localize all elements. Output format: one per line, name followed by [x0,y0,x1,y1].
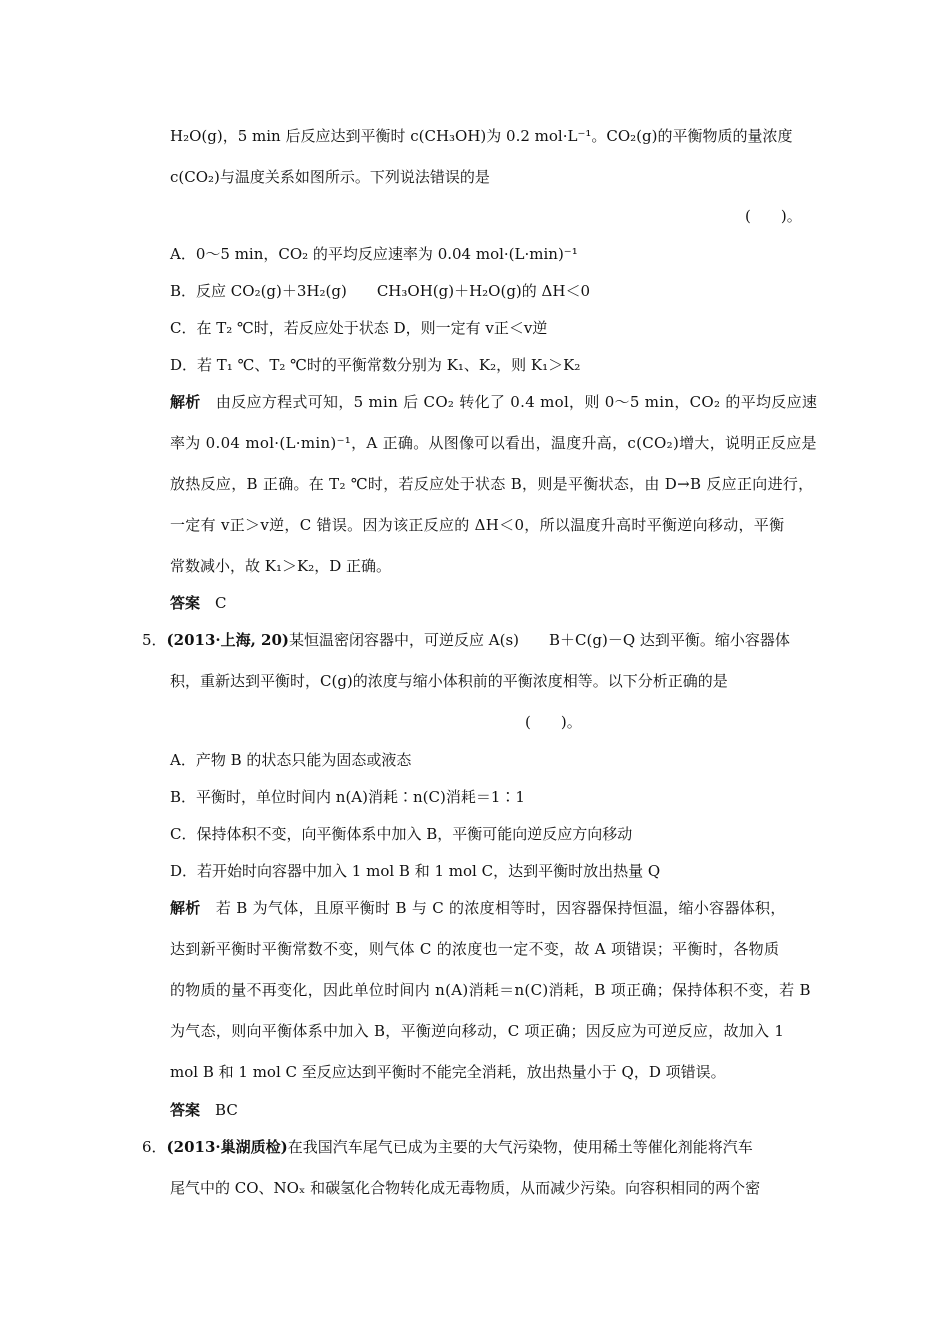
q6-number: 6． [142,1138,167,1156]
q4-analysis-line-4: 一定有 v正＞v逆，C 错误。因为该正反应的 ΔH＜0，所以温度升高时平衡逆向移动，平衡 [170,516,785,534]
q4-analysis-line-1 [170,391,817,413]
q4-analysis-line-5: 常数减小，故 K₁＞K₂，D 正确。 [170,557,392,575]
q5-answer-label: 答案 [170,1101,201,1119]
q5-answer-value: BC [215,1101,238,1119]
q4-option-c: C．在 T₂ ℃时，若反应处于状态 D，则一定有 v正＜v逆 [170,319,548,337]
q6-source: (2013·巢湖质检) [166,1138,288,1156]
q5-option-d: D．若开始时向容器中加入 1 mol B 和 1 mol C，达到平衡时放出热量 Q [170,862,661,880]
q5-stem-line-2: 积，重新达到平衡时，C(g)的浓度与缩小体积前的平衡浓度相等。以下分析正确的是 [170,672,728,690]
q4-analysis-line-3: 放热反应，B 正确。在 T₂ ℃时，若反应处于状态 B，则是平衡状态，由 D→B 反应正向进行， [170,475,814,493]
q4-answer-label: 答案 [170,594,201,612]
q4-answer-bracket: ( )。 [745,207,802,225]
q6-stem-line-2: 尾气中的 CO、NOₓ 和碳氢化合物转化成无毒物质，从而减少污染。向容积相同的两个密 [170,1179,761,1197]
q5-option-a: A．产物 B 的状态只能为固态或液态 [170,751,412,769]
q5-stem-text-1: 某恒温密闭容器中，可逆反应 A(s) B＋C(g)－Q 达到平衡。缩小容器体 [289,631,790,649]
q6-stem-text-1: 在我国汽车尾气已成为主要的大气污染物，使用稀土等催化剂能将汽车 [287,1138,753,1156]
q4-option-b: B．反应 CO₂(g)＋3H₂(g) CH₃OH(g)＋H₂O(g)的 ΔH＜0 [170,282,591,300]
q5-stem-line-1 [142,629,790,651]
q4-answer-line [170,592,227,614]
q5-option-b: B．平衡时，单位时间内 n(A)消耗∶n(C)消耗＝1∶1 [170,788,525,806]
q5-option-c: C．保持体积不变，向平衡体系中加入 B，平衡可能向逆反应方向移动 [170,825,633,843]
q4-option-d: D．若 T₁ ℃、T₂ ℃时的平衡常数分别为 K₁、K₂，则 K₁＞K₂ [170,356,581,374]
q6-stem-line-1 [142,1136,753,1158]
q5-analysis-line-2: 达到新平衡时平衡常数不变，则气体 C 的浓度也一定不变，故 A 项错误；平衡时，各物质 [170,940,780,958]
q5-analysis-line-1 [170,897,786,919]
q4-analysis-text-1: 由反应方程式可知，5 min 后 CO₂ 转化了 0.4 mol，则 0～5 min，CO₂ 的平均反应速 [215,393,818,411]
q4-analysis-label: 解析 [170,393,201,411]
q4-analysis-line-2: 率为 0.04 mol·(L·min)⁻¹，A 正确。从图像可以看出，温度升高，c(CO₂)增大，说明正反应是 [170,434,817,452]
q4-stem-line-2: c(CO₂)与温度关系如图所示。下列说法错误的是 [170,168,490,186]
q5-source: (2013·上海, 20) [166,631,290,649]
q4-answer-value: C [215,594,227,612]
q4-stem-line-1: H₂O(g)，5 min 后反应达到平衡时 c(CH₃OH)为 0.2 mol·L⁻¹。CO₂(g)的平衡物质的量浓度 [170,127,793,145]
q5-answer-line [170,1099,238,1121]
q5-analysis-line-5: mol B 和 1 mol C 至反应达到平衡时不能完全消耗，放出热量小于 Q，D 项错误。 [170,1063,726,1081]
q5-analysis-text-1: 若 B 为气体，且原平衡时 B 与 C 的浓度相等时，因容器保持恒温，缩小容器体积， [215,899,786,917]
q5-number: 5． [142,631,167,649]
q5-answer-bracket: ( )。 [525,713,582,731]
q5-analysis-line-4: 为气态，则向平衡体系中加入 B，平衡逆向移动，C 项正确；因反应为可逆反应，故加入 1 [170,1022,785,1040]
q5-analysis-label: 解析 [170,899,201,917]
q5-analysis-line-3: 的物质的量不再变化，因此单位时间内 n(A)消耗＝n(C)消耗，B 项正确；保持体积不变，若 B [170,981,811,999]
q4-option-a: A．0～5 min，CO₂ 的平均反应速率为 0.04 mol·(L·min)⁻¹ [170,245,578,263]
